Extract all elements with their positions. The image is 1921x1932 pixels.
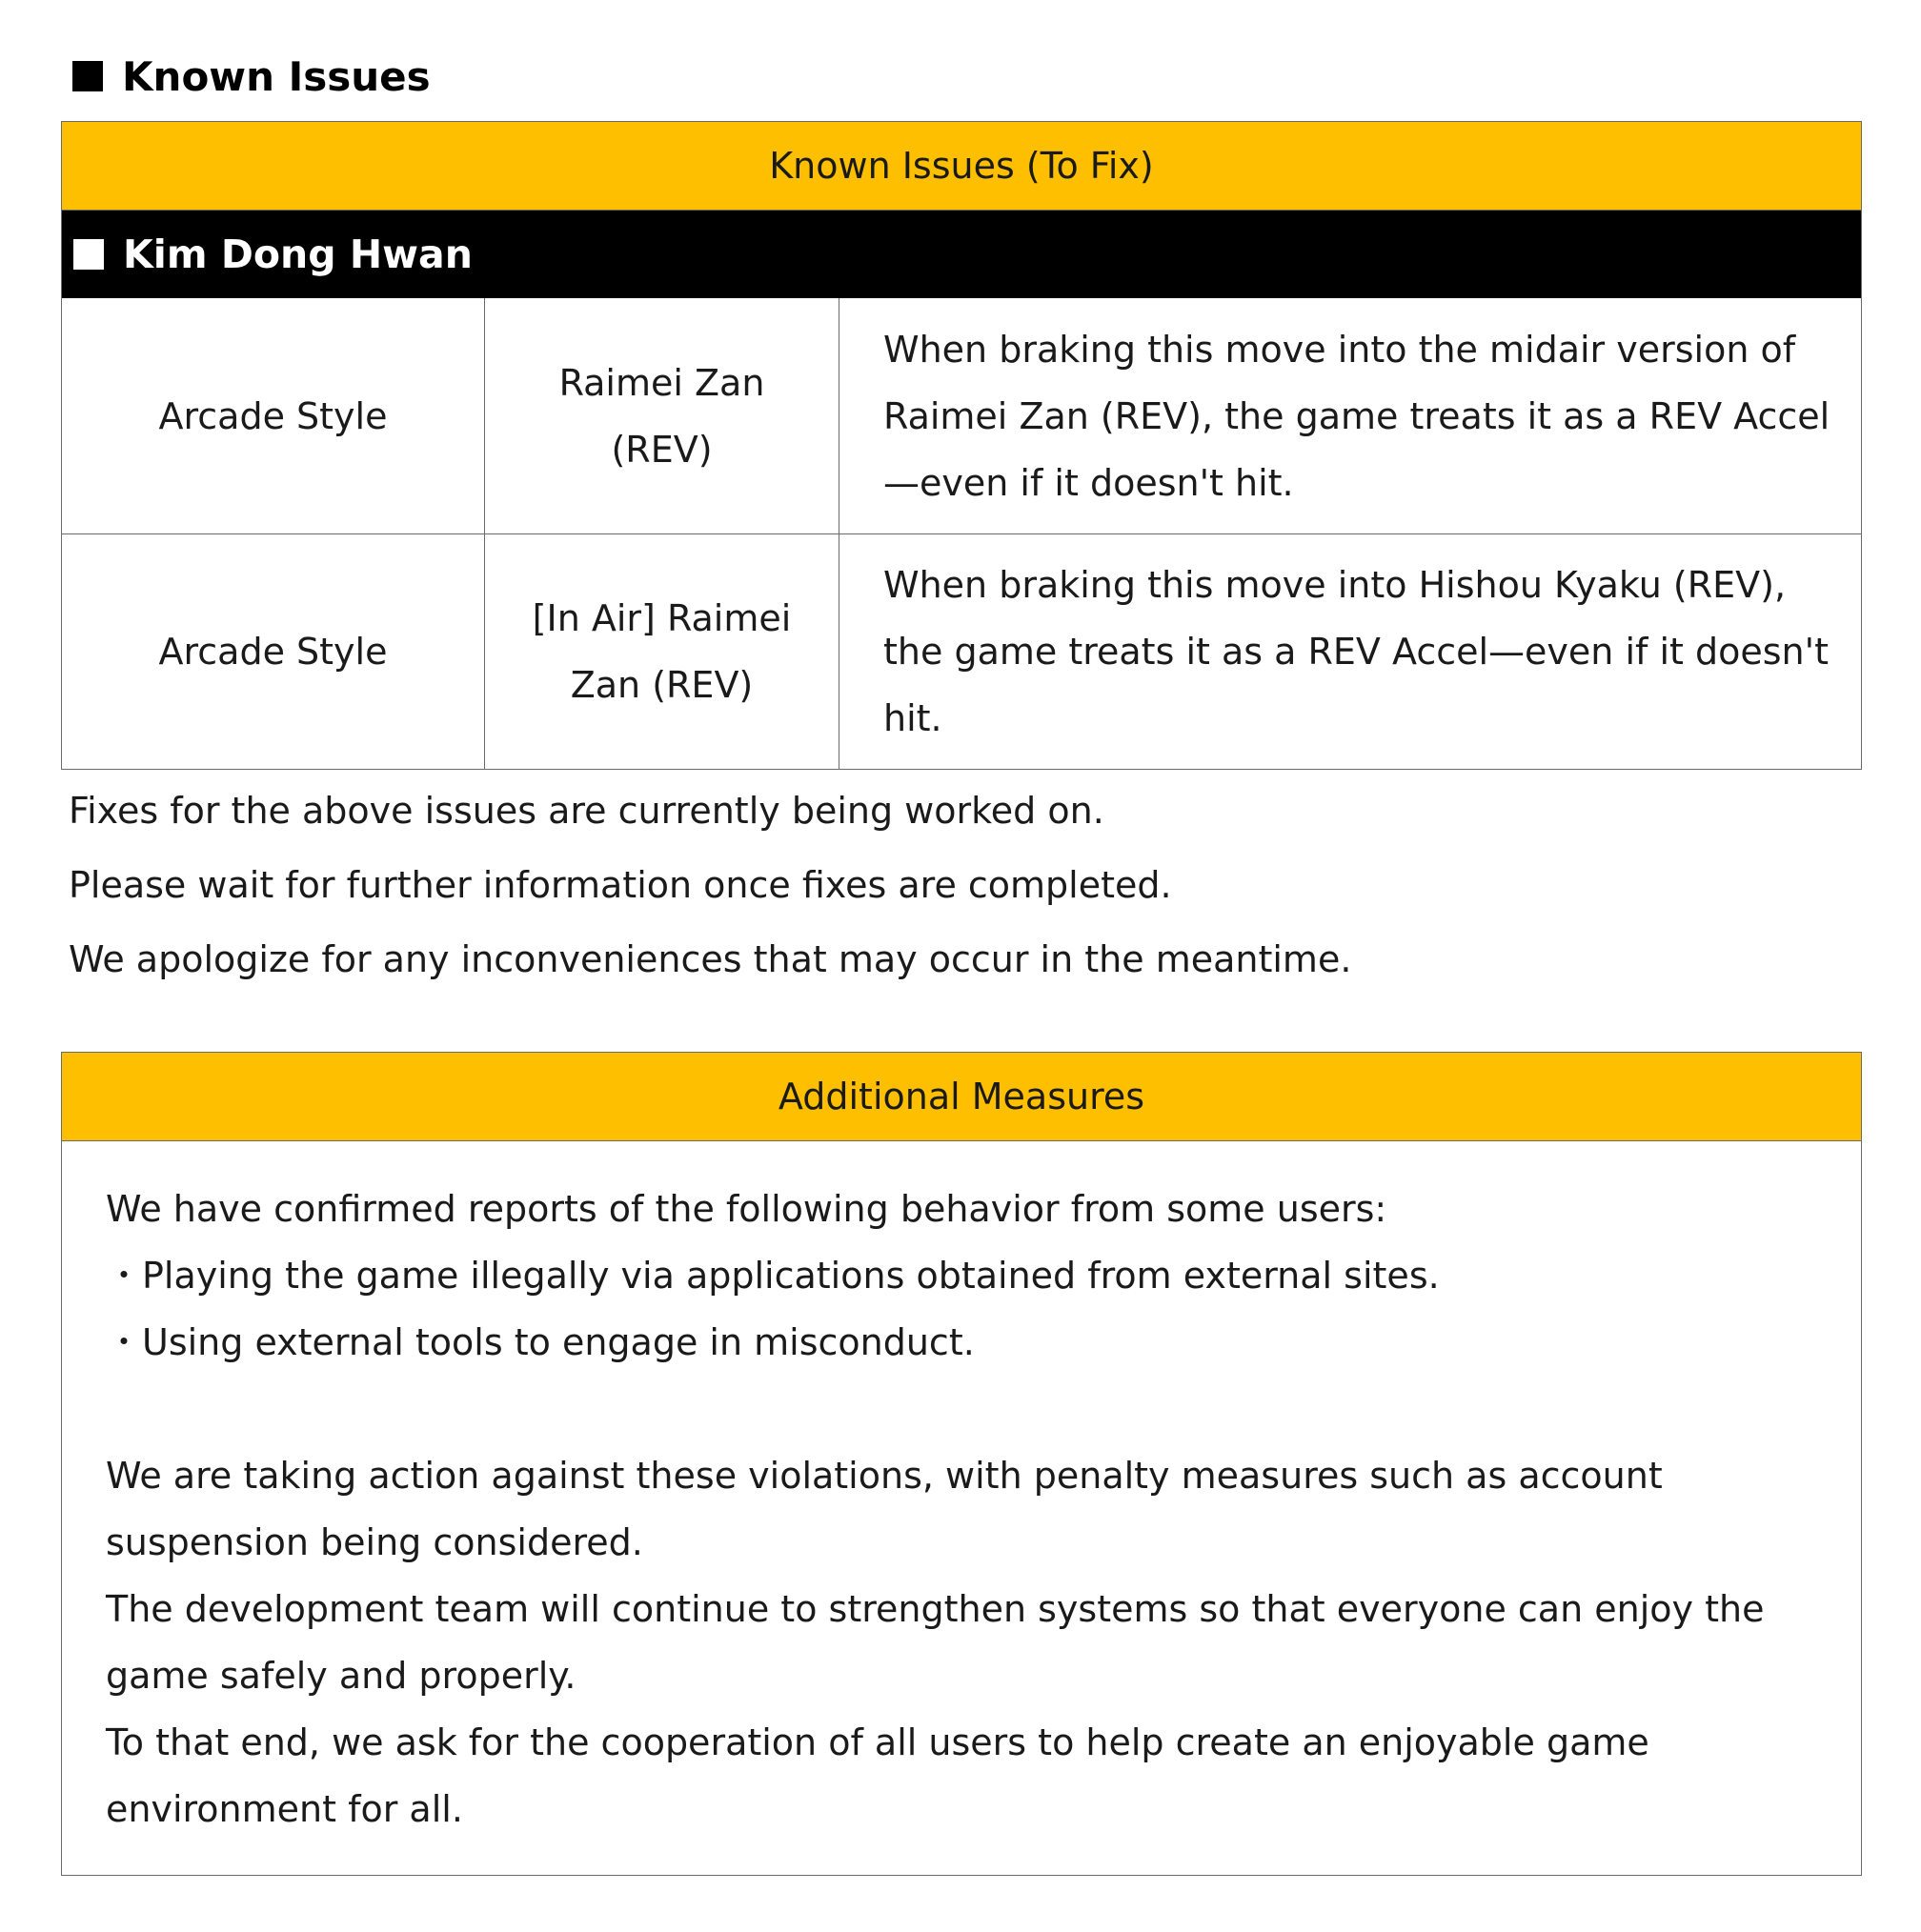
section-title: Known Issues xyxy=(122,52,431,100)
known-issues-table xyxy=(61,121,1862,770)
table-row xyxy=(62,298,1861,533)
additional-measures-box xyxy=(61,1052,1862,1876)
measures-intro: We have confirmed reports of the following behavior from some users: xyxy=(106,1188,1387,1230)
character-name: Kim Dong Hwan xyxy=(123,231,473,277)
bullet-item: ・Playing the game illegally via applications obtained from external sites. xyxy=(106,1255,1440,1297)
measures-paragraph: The development team will continue to strengthen systems so that everyone can enjoy the game safely and properly. xyxy=(106,1588,1765,1697)
note-line: Fixes for the above issues are currently being worked on. xyxy=(69,790,1104,832)
fix-notes xyxy=(69,774,1351,996)
note-line: Please wait for further information once fixes are completed. xyxy=(69,864,1172,906)
description-cell: When braking this move into Hishou Kyaku (REV), the game treats it as a REV Accel—even if it doesn't hit. xyxy=(883,564,1829,739)
description-cell: When braking this move into the midair version of Raimei Zan (REV), the game treats it as a REV Accel—even if it doesn't hit. xyxy=(883,328,1830,504)
spacer xyxy=(106,1376,1823,1442)
style-cell: Arcade Style xyxy=(62,534,485,769)
section-heading xyxy=(72,50,431,103)
additional-measures-body xyxy=(62,1141,1861,1875)
white-square-icon xyxy=(73,239,104,270)
measures-paragraph: We are taking action against these violations, with penalty measures such as account suspension being considered. xyxy=(106,1455,1663,1563)
move-cell: [In Air] Raimei Zan (REV) xyxy=(485,534,839,769)
issue-rows xyxy=(62,298,1861,769)
note-line: We apologize for any inconveniences that may occur in the meantime. xyxy=(69,938,1352,980)
character-bar xyxy=(62,211,1861,298)
measures-paragraph: To that end, we ask for the cooperation of all users to help create an enjoyable game environment for all. xyxy=(106,1721,1649,1830)
black-square-icon xyxy=(72,61,103,91)
move-cell: Raimei Zan (REV) xyxy=(485,298,839,533)
table-row xyxy=(62,533,1861,769)
bullet-item: ・Using external tools to engage in misconduct. xyxy=(106,1321,975,1363)
known-issues-header: Known Issues (To Fix) xyxy=(62,122,1861,211)
style-cell: Arcade Style xyxy=(62,298,485,533)
additional-measures-header: Additional Measures xyxy=(62,1053,1861,1141)
